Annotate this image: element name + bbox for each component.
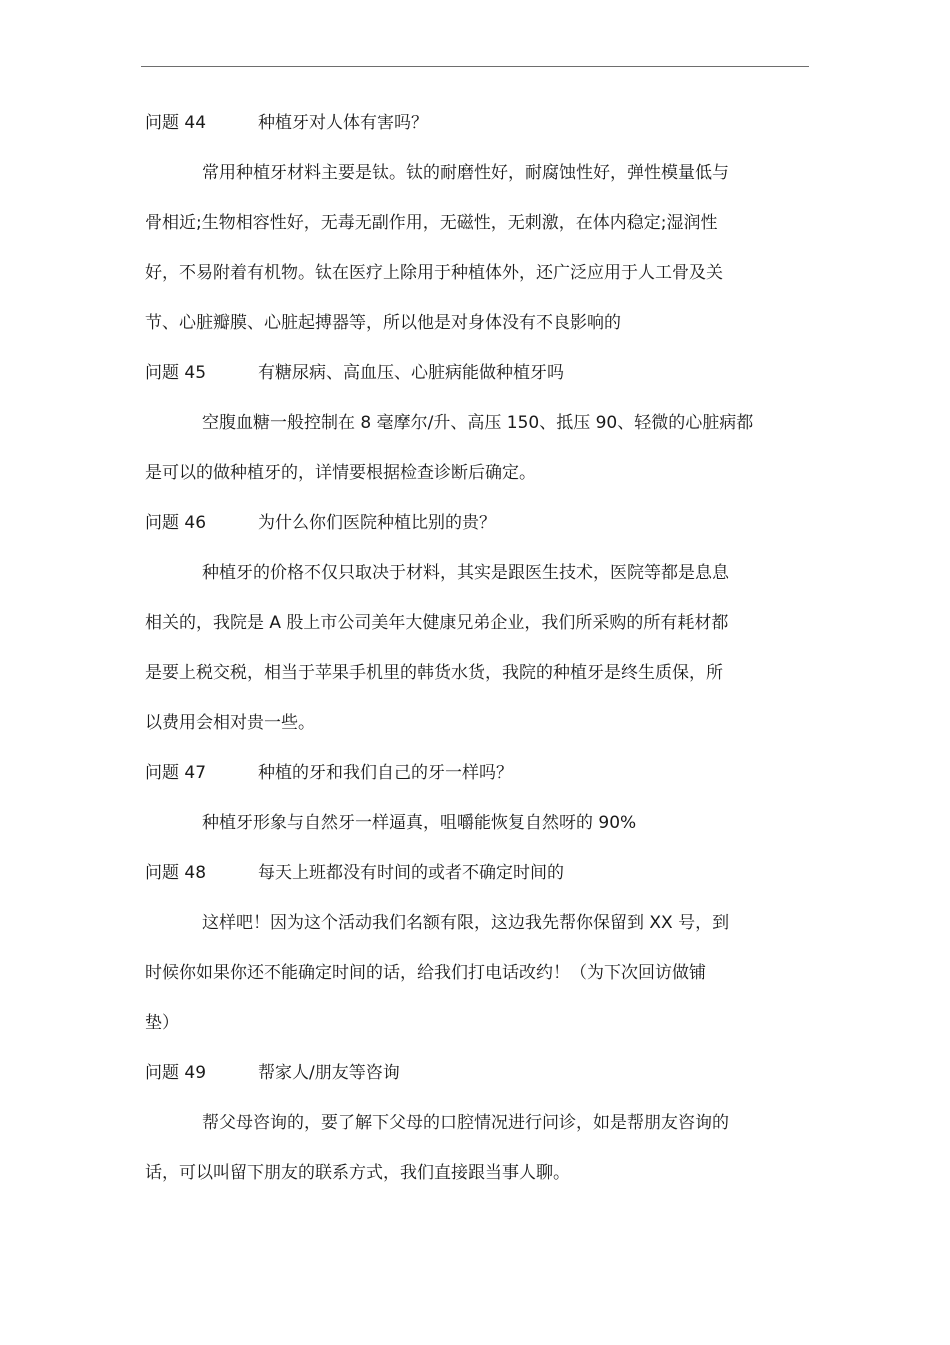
question-47 [145,748,845,798]
question-48-label: 问题 48 [145,863,207,883]
answer-48-line-2: 时候你如果你还不能确定时间的话，给我们打电话改约！（为下次回访做铺 [145,963,706,983]
answer-45-line-2: 是可以的做种植牙的，详情要根据检查诊断后确定。 [145,463,536,483]
question-45-text: 有糖尿病、高血压、心脏病能做种植牙吗 [258,363,564,383]
header-rule [141,66,809,67]
question-45 [145,348,845,398]
question-47-label: 问题 47 [145,763,207,783]
answer-44-line-4: 节、心脏瓣膜、心脏起搏器等，所以他是对身体没有不良影响的 [145,313,621,333]
question-44-label: 问题 44 [145,113,207,133]
question-48-text: 每天上班都没有时间的或者不确定时间的 [258,863,564,883]
question-49 [145,1048,845,1098]
question-46-text: 为什么你们医院种植比别的贵？ [258,513,496,533]
qa-content [145,98,845,1198]
answer-46-line-1: 种植牙的价格不仅只取决于材料，其实是跟医生技术，医院等都是息息 [202,563,729,583]
question-44-text: 种植牙对人体有害吗？ [258,113,428,133]
question-49-text: 帮家人/朋友等咨询 [258,1063,400,1083]
answer-48-line-1: 这样吧！因为这个活动我们名额有限，这边我先帮你保留到 XX 号，到 [202,913,730,933]
question-47-text: 种植的牙和我们自己的牙一样吗？ [258,763,513,783]
answer-46-line-3: 是要上税交税，相当于苹果手机里的韩货水货，我院的种植牙是终生质保，所 [145,663,723,683]
answer-45-line-1: 空腹血糖一般控制在 8 毫摩尔/升、高压 150、抵压 90、轻微的心脏病都 [202,413,754,433]
question-46 [145,498,845,548]
question-49-label: 问题 49 [145,1063,207,1083]
answer-46-line-4: 以费用会相对贵一些。 [145,713,315,733]
answer-46-line-2: 相关的，我院是 A 股上市公司美年大健康兄弟企业，我们所采购的所有耗材都 [145,613,729,633]
answer-44-line-2: 骨相近;生物相容性好，无毒无副作用，无磁性，无刺激，在体内稳定;湿润性 [145,213,718,233]
question-46-label: 问题 46 [145,513,207,533]
question-45-label: 问题 45 [145,363,207,383]
question-44 [145,98,845,148]
answer-44-line-1: 常用种植牙材料主要是钛。钛的耐磨性好，耐腐蚀性好，弹性模量低与 [202,163,729,183]
answer-47-line-1: 种植牙形象与自然牙一样逼真，咀嚼能恢复自然呀的 90% [202,813,637,833]
question-48 [145,848,845,898]
answer-48-line-3: 垫） [145,1013,179,1033]
answer-49-line-1: 帮父母咨询的，要了解下父母的口腔情况进行问诊，如是帮朋友咨询的 [202,1113,729,1133]
answer-44-line-3: 好，不易附着有机物。钛在医疗上除用于种植体外，还广泛应用于人工骨及关 [145,263,723,283]
answer-49-line-2: 话，可以叫留下朋友的联系方式，我们直接跟当事人聊。 [145,1163,570,1183]
